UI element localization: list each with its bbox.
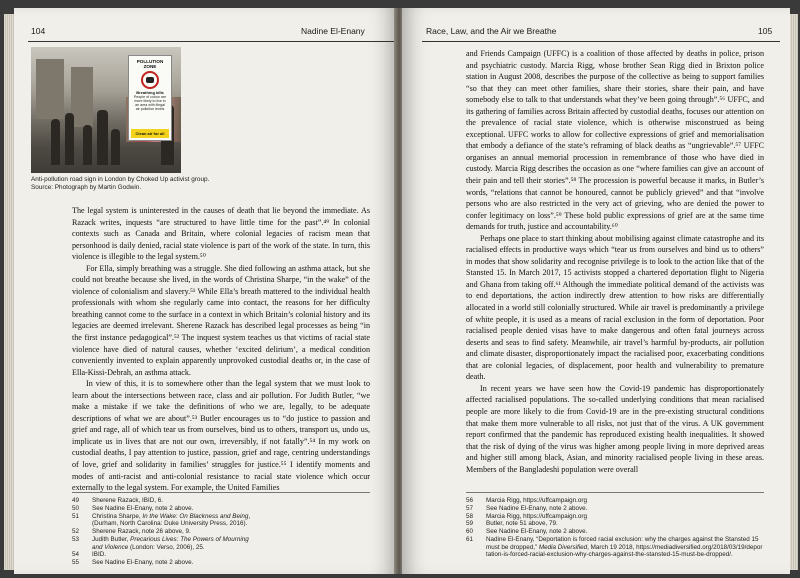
footnote: 61 Nadine El-Enany, “Deportation is forced racial exclusion: why the charges against the Stansted 15 must be dropped,” Media Diversified, March 19 2018, https://mediadiversified.org/2018/03/19/deportation-is-forced-racial-exclusion-why-charges-against-the-stansted-15-must-be-dropped/. <box>466 535 763 559</box>
paragraph: and Friends Campaign (UFFC) is a coalition of those affected by deaths in police, prison and psychiatric custody. Marcia Rigg, whose brother Sean Rigg died in Brixton police station in August 2008, describes the purpose of the collective as being to support families “so that they can meet other families, share their stories, share their pain, and have somebody else to talk to that understands what they’ve been going through”.⁵⁶ UFFC, and its gathering of families across Britain affected by custodial deaths, focuses our attention on the prevalence of racial state violence, which is otherwise misconstrued as being exceptional. UFFC works to allow for collective expressions of grief and memorialisation that embody a defiance of the state’s reframing of black deaths as “ungrievable”.⁵⁷ UFFC organises an annual memorial procession in remembrance of those who have died in custody. Marcia Rigg describes the occasion as one “where families can give an account of their pain and tell their stories”.⁵⁸ The procession is powerful because it marks, in Butler’s words, “relations that cannot be honoured, cannot be publicly grieved” and that “involve persons who are also restricted in the very act of grieving, who are denied the power to confer legitimacy on loss”.⁵⁹ These bold public expressions of grief are at the same time demands for truth, justice and accountability.⁶⁰ <box>466 49 764 232</box>
footnote: 57 See Nadine El-Enany, note 2 above. <box>466 504 588 512</box>
running-head: Nadine El-Enany <box>301 26 365 36</box>
footnote-rule <box>466 492 764 493</box>
figure-photo <box>31 47 181 173</box>
footnote: 49 Sherene Razack, IBID, 6. <box>72 497 164 504</box>
left-footnotes <box>72 497 370 567</box>
paragraph: For Ella, simply breathing was a struggle. She died following an asthma attack, but she could not breathe because she lived, in the words of Christina Sharpe, “in the wake” of the violence of colonialism and slavery.⁵¹ While Ella’s breath mattered to the individual health professionals with whom she regularly came into contact, the reasons for her difficulty breathing cannot come to the surface in a context in which Britain’s colonial history and its legacies are deemed irrelevant. Sherene Razack has described legal processes as being “in the first instance pedagogical”.⁵² The inquest system teaches us that victims of racial state violence have died of natural causes, whether ‘excited delirium’, a medical condition conveniently invented to explain apparently unprovoked custodial deaths or, in the case of Ella-Kissi-Debrah, an asthma attack. <box>72 263 370 377</box>
footnote: 50 See Nadine El-Enany, note 2 above. <box>72 504 194 512</box>
header-rule <box>422 41 780 42</box>
footnote: 51 Christina Sharpe, In the Wake: On Blackness and Being, (Durham, North Carolina: Duke University Press, 2016). <box>72 512 251 528</box>
footnote: 53 Judith Butler, Precarious Lives: The Powers of Mourning and Violence (London: Verso, 2006), 25. <box>72 535 249 551</box>
left-page <box>14 8 396 574</box>
footnote: 55 See Nadine El-Enany, note 2 above. <box>72 559 194 566</box>
right-footnotes <box>466 497 764 559</box>
footnote: 59 Butler, note 51 above, 79. <box>466 520 558 528</box>
paragraph: Perhaps one place to start thinking about mobilising against climate catastrophe and its racialised effects in productive ways which “tear us from ourselves and bind us to others” in modes that show solidarity and recognise privilege is to look to the action like that of the Stansted 15. In March 2017, 15 activists stopped a chartered deportation flight to Nigeria and Ghana from taking off.⁶¹ Although the immediate political demand of the activists was to end deportations, the action indirectly drew attention to how risks are differentially allocated in a world still colonially structured. While air travel is predominantly a privilege of white people, it is used as a means of racial exclusion in the form of deportation. Poor racialised people denied visas have to make dangerous and often fatal journeys across deserts and seas to find safety. Meanwhile, air travel’s harmful by-products, air pollution and climate disaster, disproportionately impact the racialised poor, exacerbating conditions that are colonial legacies, of displacement, poor health and vulnerability to premature death. <box>466 233 764 382</box>
footnote-rule <box>72 492 370 493</box>
page-number: 105 <box>758 26 773 36</box>
footnote: 54 IBID. <box>72 551 106 559</box>
pollution-zone-sign: POLLUTION ZONE Breathing kills People of colour are more likely to live in an area with illegal air pollution levels Clean air for all <box>128 55 172 141</box>
running-head: Race, Law, and the Air we Breathe <box>426 26 557 36</box>
no-car-icon <box>141 71 159 89</box>
footnote: 58 Marcia Rigg, https://uffcampaign.org <box>466 512 588 520</box>
footnote: 60 See Nadine El-Enany, note 2 above. <box>466 528 588 535</box>
paragraph: In view of this, it is to somewhere other than the legal system that we must look to learn about the intersections between race, class and air pollution. For Judith Butler, “we make a mistake if we take the definitions of who we are, legally, to be adequate descriptions of what we are about”.⁵³ Butler encourages us to “do justice to passion and grief and rage, all of which tear us from ourselves, bind us to others, transport us, undo us, implicate us in lives that are not our own, irreversibly, if not fatally”.⁵⁴ In my work on custodial deaths, I pay attention to justice, passion, grief and rage, centring understandings of love, grief and solidarity in families’ struggles for justice.⁵⁵ I identify moments and modes of anti-racist and anti-colonial resistance to racial state violence which occur externally to the legal system. For example, the United Families <box>72 379 370 493</box>
header-rule <box>28 41 396 42</box>
right-page <box>402 8 790 574</box>
footnote: 56 Marcia Rigg, https://uffcampaign.org <box>466 497 588 504</box>
page-number: 104 <box>31 26 46 36</box>
footnote: 52 Sherene Razack, note 26 above, 9. <box>72 528 191 535</box>
right-body-text <box>466 48 764 475</box>
left-body-text <box>72 205 370 494</box>
paragraph: The legal system is uninterested in the causes of death that lie beyond the immediate. As Razack writes, inquests “are structured to have little time for the past”.⁴⁹ In colonial contexts such as Canada and Britain, where colonial legacies of racism mean that personhood is daily denied, racial state violence is part of the work of the state. In turn, this violence is illegible to the legal system.⁵⁰ <box>72 206 370 262</box>
paragraph: In recent years we have seen how the Covid-19 pandemic has disproportionately affected racialised populations. The so-called underlying conditions that mean racialised people are more likely to die from Covid-19 are in the pre-existing structural conditions that make them more vulnerable to all risks, not just that of the virus. A UK government report confirmed that the pandemic has reproduced existing health inequalities. It showed that the risk of dying of the virus was higher among people living in more deprived areas and higher still among black, Asian, and minority racialised people living in these areas. Members of the Bangladeshi population were overall <box>466 383 764 474</box>
figure-caption: Anti-pollution road sign in London by Choked Up activist group. Source: Photograph by Martin Godwin. <box>31 176 210 191</box>
